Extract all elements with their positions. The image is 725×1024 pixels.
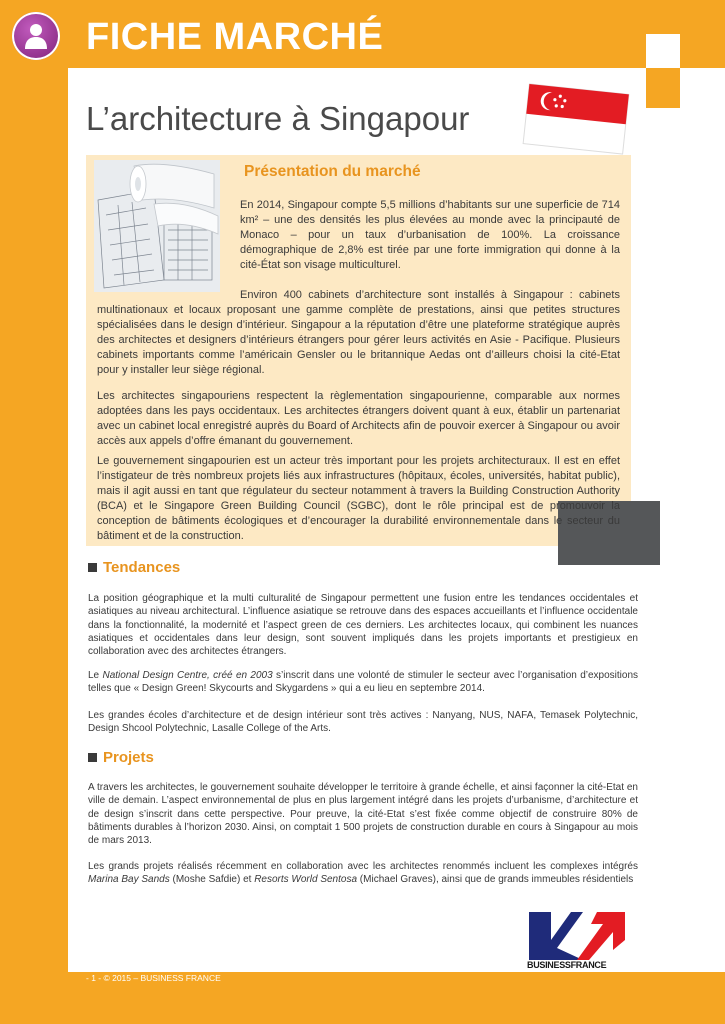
resorts-world-sentosa-text: Resorts World Sentosa [254,874,358,886]
tendances-paragraph-2 [88,669,638,696]
projets-paragraph-2 [88,860,638,887]
text-span: s’inscrit dans une volonté de stimuler le secteur avec l’organisation d’expositions telles que « Design Green! Skycourts and Skygardens » qui a eu lieu en septembre 2014. [88,670,639,695]
projets-heading-label: Projets [103,749,154,766]
blueprint-image [94,160,220,292]
tendances-heading-label: Tendances [103,559,181,576]
page-footer: - 1 - © 2015 – BUSINESS FRANCE [86,973,221,983]
text-span: (Michael Graves), ainsi que de grands immeubles résidentiels [357,874,634,886]
logo-text: BUSINESSFRANCE [527,960,607,970]
fiche-title: FICHE MARCHÉ [86,16,384,58]
person-icon [12,12,60,60]
left-orange-band [0,0,68,1024]
text-span: (Moshe Safdie) et [169,874,255,886]
projets-heading [88,749,154,766]
square-bullet-icon [88,563,97,572]
market-heading: Présentation du marché [244,163,421,180]
page-title: L’architecture à Singapour [86,100,470,137]
market-paragraph-4: Le gouvernement singapourien est un acteur très important pour les projets architecturaux. Il est en effet l’instigateur de très nombreux projets liés aux infrastructures (hôpitaux, écoles, universités, habitat public), mais il agit aussi en tant que régulateur du secteur notamment à travers la Building Construction Authority (BCA) et le Singapore Green Building Council (SGBC), dont le rôle principal est de promouvoir la conception de bâtiments écologiques et d’encourager la durabilité environnementale dans le secteur du bâtiment et de la construction. [97,455,620,542]
tendances-paragraph-3: Les grandes écoles d’architecture et de design intérieur sont très actives : Nanyang, NUS, NAFA, Temasek Polytechnic, Design Shcool Polytechnic, Lasalle College of the Arts. [88,710,638,735]
decor-white-square [646,34,680,68]
tendances-paragraph-1: La position géographique et la multi culturalité de Singapour permettent une fusion entre les tendances occidentales et asiatiques au niveau architectural. L’influence asiatique se retrouve dans des espaces accueillants et l’influence occidentale dans la fonctionnalité, la modernité et l’aspect green de ces derniers. Les architectes locaux, qui combinent les nuances asiatiques et occidentales dans leur design, sont souvent impliqués dans les projets importants et prestigieux en collaboration avec des architectes étrangers. [88,593,638,658]
projets-paragraph-1: A travers les architectes, le gouvernement souhaite développer le territoire à grande échelle, et ainsi façonner la cité-Etat en ville de demain. L’aspect environnemental de plus en plus largement intégré dans les projets d’urbanisme, d’architecture et de design s’inscrit dans cette perspective. Pour preuve, la cité-Etat s’est fixée comme objectif de construire 80% de bâtiments durables à l’horizon 2030. Ainsi, on comptait 1 500 projets de construction durable en cours à Singapour au mois de mars 2013. [88,782,638,847]
decor-orange-square [646,68,680,108]
market-paragraph-3: Les architectes singapouriens respectent la règlementation singapourienne, comparable aux normes adoptées dans les pays occidentaux. Les architectes étrangers doivent quant à eux, établir un partenariat avec un cabinet local enregistré auprès du Board of Architects afin de pouvoir exercer à Singapour ou avoir accès aux appels d’offre émanant du gouvernement. [97,390,620,447]
marina-bay-sands-text: Marina Bay Sands [88,874,170,886]
tendances-heading [88,559,180,576]
square-bullet-icon [88,753,97,762]
market-paragraph-2: Environ 400 cabinets d’architecture sont installés à Singapour : cabinets multinationaux et locaux proposant une gamme complète de prestations, ainsi que petites structures spécialisées dans le design d’intérieur. Singapour a la réputation d’être une plateforme stratégique auprès des architectes et designers d’intérieurs étrangers pour gérer leurs activités en Asie - Pacifique. Plusieurs cabinets importants comme l’américain Gensler ou le britannique Aedas ont d’ailleurs choisi la cité-Etat pour y installer leur siège régional. [97,289,620,376]
text-span: Le [88,670,103,681]
national-design-centre-text: National Design Centre, créé en 2003 [102,670,273,681]
singapore-flag-icon [520,83,632,155]
text-span: Les grands projets réalisés récemment en collaboration avec les architectes renommés incluent les complexes intégrés [88,861,638,872]
market-paragraph-1: En 2014, Singapour compte 5,5 millions d’habitants sur une superficie de 714 km² – une des densités les plus élevées au monde avec la principauté de Monaco – pour un taux d’urbanisation de 100%. La croissance démographique de 2,8% est tirée par une forte immigration qui donne à la cité-État son visage multiculturel. [240,199,620,271]
